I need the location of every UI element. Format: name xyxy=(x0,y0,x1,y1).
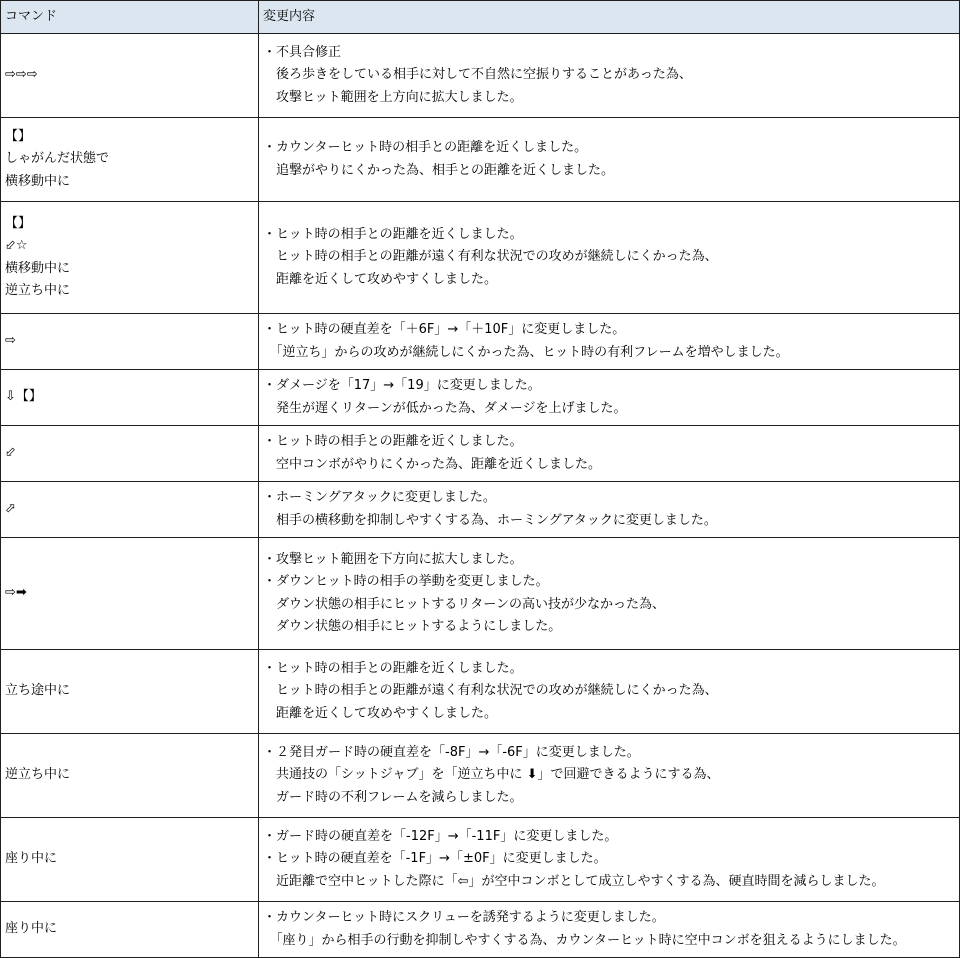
change-line: ・カウンターヒット時にスクリューを誘発するように変更しました。 xyxy=(263,910,665,925)
command-cell xyxy=(1,202,259,314)
changes-cell xyxy=(259,118,960,202)
command-line: ⇨ xyxy=(5,333,16,349)
change-line: ・不具合修正 xyxy=(263,44,342,60)
changes-cell xyxy=(259,34,960,118)
change-line: 後ろ歩きをしている相手に対して不自然に空振りすることがあった為、 xyxy=(263,67,692,83)
command-cell xyxy=(1,538,259,650)
table-row xyxy=(1,538,960,650)
change-line: ・ガード時の硬直差を「-12F」→「-11F」に変更しました。 xyxy=(263,828,618,844)
change-line: 「座り」から相手の行動を抑制しやすくする為、カウンターヒット時に空中コンボを狙えるようにしました。 xyxy=(263,932,906,948)
header-row xyxy=(1,1,960,34)
change-line: ダウン状態の相手にヒットするリターンの高い技が少なかった為、 xyxy=(263,596,665,612)
change-line: ダウン状態の相手にヒットするようにしました。 xyxy=(263,619,562,634)
command-line: 座り中に xyxy=(5,921,58,937)
command-line: ⇩【】 xyxy=(5,389,42,405)
command-cell xyxy=(1,34,259,118)
change-line: 相手の横移動を抑制しやすくする為、ホーミングアタックに変更しました。 xyxy=(263,512,717,528)
change-line: ・ダメージを「17」→「19」に変更しました。 xyxy=(263,378,541,393)
change-line: ・ダウンヒット時の相手の挙動を変更しました。 xyxy=(263,574,549,589)
command-line: しゃがんだ状態で xyxy=(5,151,110,167)
change-line: ・ヒット時の相手との距離を近くしました。 xyxy=(263,226,523,242)
table-row xyxy=(1,818,960,902)
change-line: 空中コンボがやりにくかった為、距離を近くしました。 xyxy=(263,456,602,472)
command-line: 座り中に xyxy=(5,851,58,867)
change-line: ・カウンターヒット時の相手との距離を近くしました。 xyxy=(263,140,588,155)
table-row xyxy=(1,902,960,958)
change-line: 共通技の「シットジャブ」を「逆立ち中に ⬇」で回避できるようにする為、 xyxy=(263,767,720,783)
command-cell xyxy=(1,902,259,958)
table-row xyxy=(1,118,960,202)
change-line: ・ヒット時の相手との距離を近くしました。 xyxy=(263,660,523,676)
change-line: ・ホーミングアタックに変更しました。 xyxy=(263,490,496,505)
table-row xyxy=(1,426,960,482)
change-line: ・ヒット時の硬直差を「-1F」→「±0F」に変更しました。 xyxy=(263,851,607,867)
command-line: 立ち途中に xyxy=(5,683,71,699)
change-line: 近距離で空中ヒットした際に「⇦」が空中コンボとして成立しやすくする為、硬直時間を減らしました。 xyxy=(263,873,885,889)
command-line: 横移動中に xyxy=(5,260,71,276)
command-line: ⬃☆ xyxy=(5,238,28,253)
command-line: 【】 xyxy=(5,128,32,144)
change-line: 追撃がやりにくかった為、相手との距離を近くしました。 xyxy=(263,162,615,178)
header-changes: 変更内容 xyxy=(259,1,960,34)
change-line: ・ヒット時の硬直差を「＋6F」→「＋10F」に変更しました。 xyxy=(263,322,626,337)
command-cell xyxy=(1,118,259,202)
table-row xyxy=(1,370,960,426)
change-line: ヒット時の相手との距離が遠く有利な状況での攻めが継続しにくかった為、 xyxy=(263,249,718,265)
command-cell xyxy=(1,650,259,734)
changes-cell xyxy=(259,650,960,734)
change-line: 「逆立ち」からの攻めが継続しにくかった為、ヒット時の有利フレームを増やしました。 xyxy=(263,344,789,360)
changes-cell xyxy=(259,538,960,650)
table-row xyxy=(1,482,960,538)
changes-cell xyxy=(259,426,960,482)
changes-cell xyxy=(259,370,960,426)
change-line: ・ヒット時の相手との距離を近くしました。 xyxy=(263,434,523,449)
change-line: ・２発目ガード時の硬直差を「-8F」→「-6F」に変更しました。 xyxy=(263,744,640,760)
change-line: ・攻撃ヒット範囲を下方向に拡大しました。 xyxy=(263,551,523,567)
command-line: ⬃ xyxy=(5,445,16,461)
change-line: 発生が遅くリターンが低かった為、ダメージを上げました。 xyxy=(263,400,627,416)
table-body xyxy=(1,34,960,958)
command-cell xyxy=(1,314,259,370)
command-line: ⇨➡ xyxy=(5,585,27,601)
changes-cell xyxy=(259,482,960,538)
change-line: 攻撃ヒット範囲を上方向に拡大しました。 xyxy=(263,89,523,105)
command-line: ⬀ xyxy=(5,501,16,517)
changes-cell xyxy=(259,202,960,314)
command-cell xyxy=(1,482,259,538)
table-row xyxy=(1,314,960,370)
table-row xyxy=(1,34,960,118)
command-line: 逆立ち中に xyxy=(5,767,71,783)
changes-cell xyxy=(259,902,960,958)
header-command: コマンド xyxy=(1,1,259,34)
changes-cell xyxy=(259,818,960,902)
command-line: ⇨⇨⇨ xyxy=(5,67,38,83)
command-cell xyxy=(1,426,259,482)
command-line: 逆立ち中に xyxy=(5,283,71,298)
change-line: ガード時の不利フレームを減らしました。 xyxy=(263,789,523,805)
change-line: ヒット時の相手との距離が遠く有利な状況での攻めが継続しにくかった為、 xyxy=(263,683,718,699)
table-row xyxy=(1,650,960,734)
command-line: 横移動中に xyxy=(5,173,71,189)
table-row xyxy=(1,734,960,818)
change-line: 距離を近くして攻めやすくしました。 xyxy=(263,705,498,721)
command-line: 【】 xyxy=(5,215,32,231)
change-line: 距離を近くして攻めやすくしました。 xyxy=(263,271,498,287)
changes-cell xyxy=(259,734,960,818)
command-cell xyxy=(1,818,259,902)
changes-cell xyxy=(259,314,960,370)
command-cell xyxy=(1,734,259,818)
table-row xyxy=(1,202,960,314)
command-cell xyxy=(1,370,259,426)
